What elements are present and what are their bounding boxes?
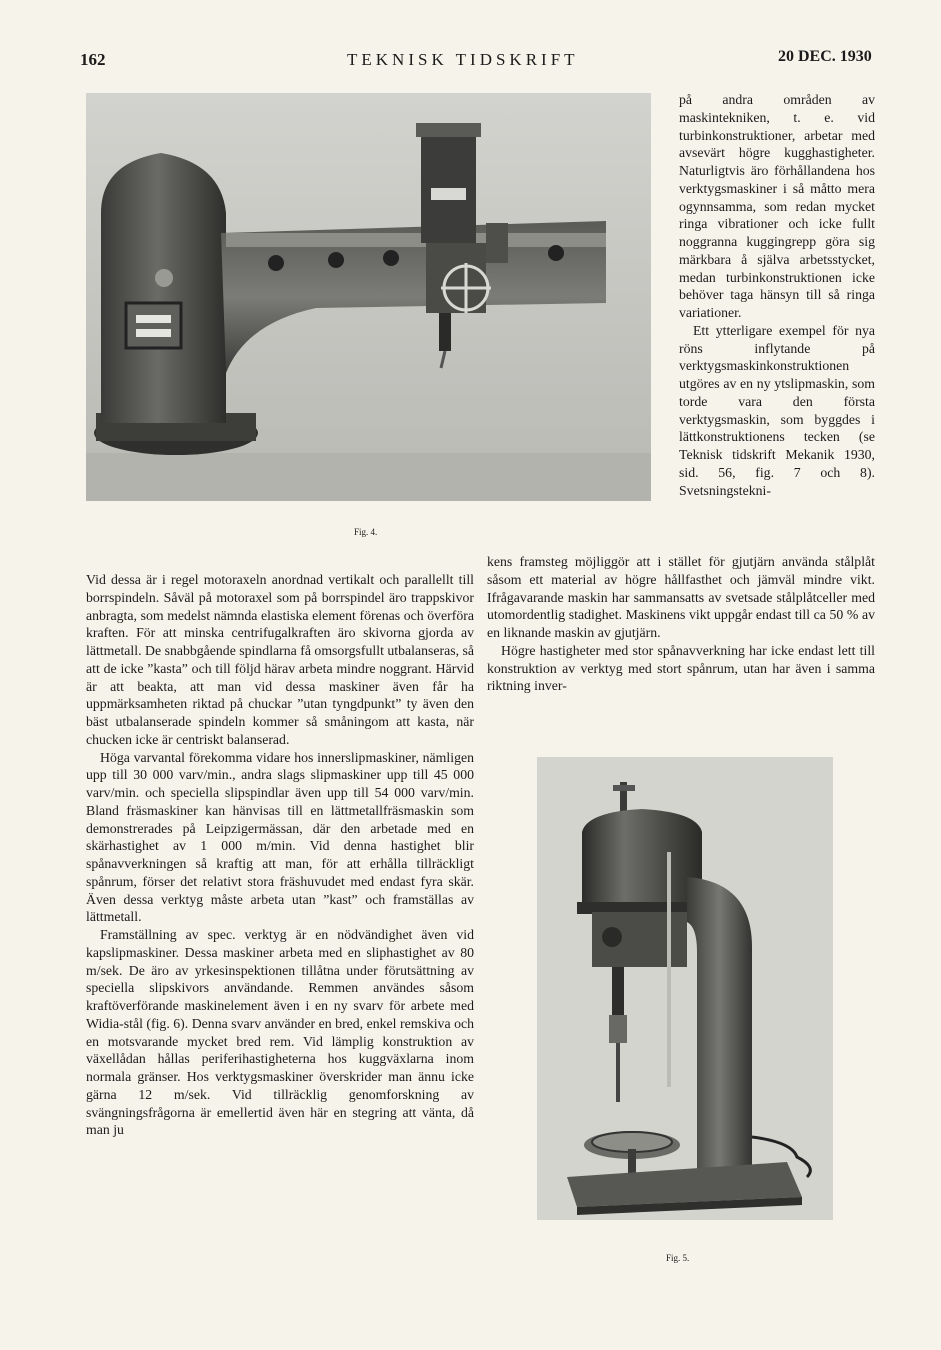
- paragraph: kens framsteg möjliggör att i stället för gjutjärn använda stålplåt såsom ett material av högre hållfasthet och jämväl mindre vikt. Ifrågavarande maskin har sammansatts av svetsade stålplåtceller med utomordentlig stadighet. Maskinens vikt uppgår endast till ca 50 % av en liknande maskin av gjutjärn.: [487, 554, 875, 640]
- right-column-bottom: [487, 553, 875, 695]
- paragraph: Framställning av spec. verktyg är en nödvändighet även vid kapslipmaskiner. Dessa maskiner arbeta med en sliphastighet av 80 m/sek. De äro av yrkesinspektionen tillåtna under förutsättning av speciella slipskivors användande. Remmen användes såsom kraftöverförande maskinelement även i en ny svarv för arbete med Widia-stål (fig. 6). Denna svarv använder en bred, enkel remskiva och en motsvarande mycket bred rem. Vid lämplig konstruktion av växellådan hållas periferihastigheterna hos kuggväxlarna inom normala gränser. Hos verktygsmaskiner överskrider man ännu icke gärna 12 m/sek. Vid tillräcklig genomforskning av svängningsfrågorna är emellertid även här en stegring att vänta, då man ju: [86, 927, 474, 1138]
- figure-4-photo: [86, 93, 651, 501]
- left-column: [86, 571, 474, 1139]
- figure-4-caption: Fig. 4.: [354, 527, 378, 537]
- paragraph: Höga varvantal förekomma vidare hos innerslipmaskiner, nämligen upp till 30 000 varv/min., andra slags slipmaskiner upp till 45 000 varv/min. och speciella slipspindlar även upp till 54 000 varv/min. Bland fräsmaskiner kan hänvisas till en lättmetallfräsmaskin som demonstrerades på Leipzigermässan, där den arbetade med en skärhastighet av 1 000 m/min. Vid denna hastighet blir spånavverkningen så kraftig att man, för att erhålla tillräckligt spånrum, förser det relativt stora fräshuvudet med endast fyra skär. Även dessa verktyg måste arbeta utan ”kast” och framställas av lättmetall.: [86, 749, 474, 925]
- paragraph: Vid dessa är i regel motoraxeln anordnad vertikalt och parallellt till borrspindeln. Såväl på motoraxel som på borrspindel äro trappskivor anbragta, som medelst nämnda elastiska element förenas och överföra kraften. För att minska centrifugalkraften äro skivorna gjorda av lättmetall. De snabbgående spindlarna få omsorgsfullt utbalanseras, så att de icke ”kasta” och till följd härav arbeta mindre noggrant. Härvid är att beakta, att man vid dessa maskiner även får ha uppmärksamheten riktad på chuckar ”utan tyngdpunkt” ty även den bäst utbalanserade spindeln kommer så småningom att kasta, när chucken icke är centriskt balanserad.: [86, 572, 474, 747]
- paragraph: på andra områden av maskintekniken, t. e. vid turbinkonstruktioner, arbetar med avsevärt högre kugghastigheter. Naturligtvis äro förhållandena hos verktygsmaskiner i så måtto mera ogynnsamma, som redan mycket ringa vibrationer och icke fullt noggranna kuggingrepp göra sig märkbara å själva arbetsstycket, medan turbinkonstruktionen icke behöver taga hänsyn till så ringa variationer.: [679, 92, 875, 320]
- paragraph: Högre hastigheter med stor spånavverkning har icke endast lett till konstruktion av verktyg med stort spånrum, utan har även i samma riktning inver-: [487, 642, 875, 694]
- journal-title: TEKNISK TIDSKRIFT: [347, 50, 579, 69]
- figure-5-caption: Fig. 5.: [666, 1253, 690, 1263]
- page-number: 162: [80, 50, 106, 69]
- right-column-top: [679, 91, 875, 499]
- figure-5-photo: [537, 757, 833, 1220]
- paragraph: Ett ytterligare exempel för nya röns inflytande på verktygsmaskinkonstruktionen utgöres av en ny ytslipmaskin, som torde vara den första verktygsmaskin, som byggdes i lättkonstruktionens tecken (se Teknisk tidskrift Mekanik 1930, sid. 56, fig. 7 och 8). Svetsningstekni-: [679, 322, 875, 498]
- issue-date: 20 DEC. 1930: [778, 48, 872, 65]
